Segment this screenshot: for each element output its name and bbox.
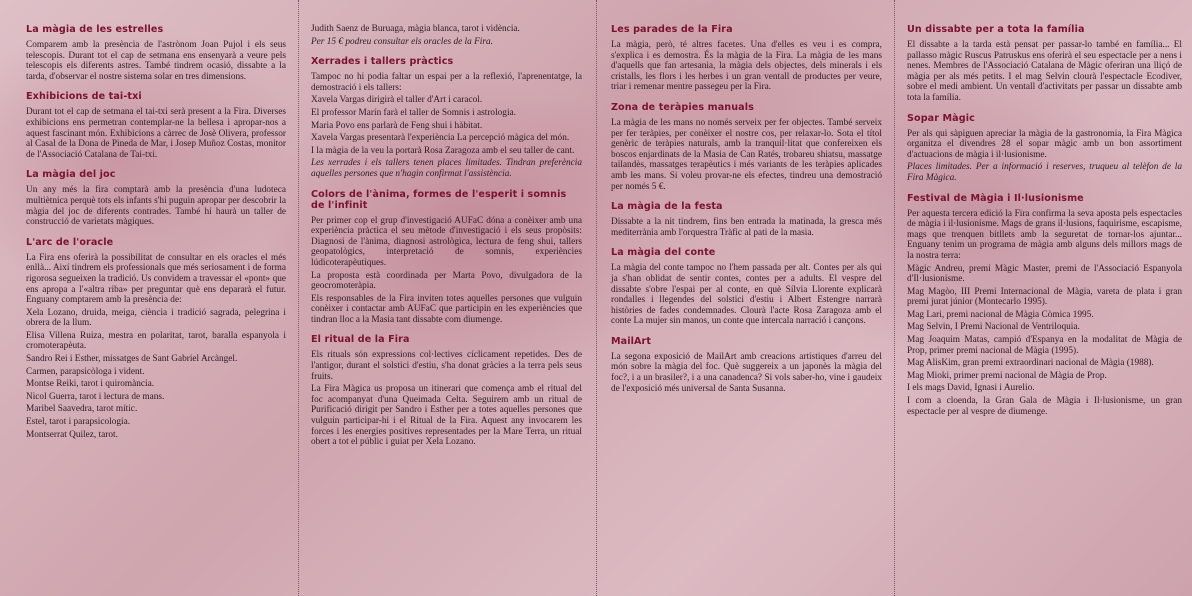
column-2	[298, 0, 596, 596]
list-item: Mag Selvin, I Premi Nacional de Ventriloquia.	[907, 322, 1080, 333]
list-item: I la màgia de la veu la portarà Rosa Zaragoza amb el seu taller de cant.	[311, 145, 575, 156]
list-item: Màgic Andreu, premi Màgic Master, premi de l'Associació Espanyola d'Il·lusionisme.	[907, 263, 1182, 285]
section-ritual	[311, 334, 582, 447]
section-tale	[611, 247, 882, 327]
section-title: Festival de Màgia i Il·lusionisme	[907, 192, 1084, 204]
list-item: I com a cloenda, la Gran Gala de Màgia i Il·lusionisme, un gran espectacle per al vespre de diumenge.	[907, 396, 1182, 417]
list-item: Sandro Rei i Esther, missatges de Sant Gabriel Arcàngel.	[26, 354, 238, 365]
paragraph: Els responsables de la Fira inviten totes aquelles persones que vulguin conèixer i contactar amb AUFaC que participin en les experiències que tindran lloc a la Masia tant dissabte com diumenge.	[311, 293, 582, 325]
section-party	[611, 201, 882, 238]
list-item: Judith Saenz de Buruaga, màgia blanca, tarot i vidència.	[311, 24, 520, 34]
section-festival	[907, 193, 1182, 418]
section-therapies	[611, 102, 882, 192]
list-item: Mag Joaquim Matas, campió d'Espanya en la modalitat de Màgia de Prop, primer premi nacional de Màgia (1995).	[907, 335, 1182, 356]
section-title: Colors de l'ànima, formes de l'esperit i somnis de l'infinit	[311, 188, 567, 211]
list-item: Xavela Vargas presentarà l'experiència La percepció màgica del món.	[311, 133, 570, 144]
section-title: Sopar Màgic	[907, 112, 975, 124]
list-item: Mag Mioki, primer premi nacional de Màgia de Prop.	[907, 370, 1107, 381]
section-talks	[311, 56, 582, 179]
paragraph: Els rituals són expressions col·lectives cíclicament repetides. Des de l'antigor, durant el solstici d'estiu, s'ha donat gràcies a la terra pels seus fruits.	[311, 350, 582, 382]
section-title: Xerrades i tallers pràctics	[311, 56, 454, 68]
list-item: Montserrat Quilez, tarot.	[26, 429, 118, 440]
section-title: MailArt	[611, 335, 652, 347]
list-item: Estel, tarot i parapsicologia.	[26, 417, 131, 428]
section-title: Exhibicions de tai-txi	[26, 91, 142, 103]
note: Les xerrades i els tallers tenen places limitades. Tindran preferència aquelles persones que n'hagin confirmat l'assistència.	[311, 158, 582, 179]
section-stars	[26, 24, 286, 82]
paragraph: La màgia del conte tampoc no l'hem passada per alt. Contes per als qui ja s'han oblidat de sentir contes, contes per a adults. El vespre del dissabte s'obre l'espai per al conte, en què Sílvia Llorente explicarà rondalles i llegendes del solstici d'estiu i Albert Estengre narrarà històries de fades condemnades. Clourà l'acte Rosa Zaragoza amb el conte La mujer sin manos, un conte que intercala narració i cançons.	[611, 263, 882, 327]
section-title: La màgia del conte	[611, 247, 716, 259]
section-title: El ritual de la Fira	[311, 334, 410, 346]
section-colors	[311, 189, 582, 326]
section-title: Un dissabte per a tota la família	[907, 24, 1085, 35]
list-item: Maribel Saavedra, tarot mític.	[26, 404, 138, 415]
section-title: La màgia del joc	[26, 169, 116, 181]
paragraph: La Fira ens oferirà la possibilitat de consultar en els oracles el més enllà... Així tindrem els professionals que més seriosament i de forma rigorosa segueixen la tradició. Us convidem a travessar el «pont» que ens apropa a l'«altra riba» per preguntar què ens depararà el futur. Enguany comptarem amb la presència de:	[26, 252, 286, 306]
list-item: Maria Povo ens parlarà de Feng shui i hàbitat.	[311, 120, 483, 131]
column-4	[894, 0, 1192, 596]
paragraph: Per als qui sàpiguen apreciar la màgia de la gastronomia, la Fira Màgica organitza el divendres 28 el sopar màgic amb un bon assortiment d'actuacions de màgia i il·lusionisme.	[907, 128, 1182, 160]
section-stalls	[611, 24, 882, 93]
paragraph: Comparem amb la presència de l'astrònom Joan Pujol i els seus telescopis. Durant tot el cap de setmana ens ensenyarà a veure pels telescopis els diferents astres. També tindrem ocasió, dissabte a la tarda, d'observar el nostre sistema solar en tres dimensions.	[26, 40, 286, 82]
paragraph: Per primer cop el grup d'investigació AUFaC dóna a conèixer amb una experiència pràctica el seu mètode d'investigació i els seus propòsits: Diagnosi de l'ànima, diagnosi astrològica, lectura de feng shui, tallers geopatològics, interpretació de somnis, experiències lúdicoterapèutiques.	[311, 215, 582, 268]
section-title: L'arc de l'oracle	[26, 236, 114, 248]
list-item: Xela Lozano, druida, meiga, ciència i tradició sagrada, pelegrina i obrera de la llum.	[26, 307, 286, 329]
column-1	[0, 0, 298, 596]
list-item: Mag AlisKim, gran premi extraordinari nacional de Màgia (1988).	[907, 358, 1154, 369]
note: Places limitades. Per a informació i reserves, truqueu al telèfon de la Fira Màgica.	[907, 162, 1182, 183]
section-mailart	[611, 336, 882, 394]
paragraph: Per aquesta tercera edició la Fira confirma la seva aposta pels espectacles de màgia i il·lusionisme. Mags de grans il·lusions, faquirisme, escapisme, mags que trenquen bitllets amb la seguretat de tornar-los ajuntar... Enguany tenim un programa de màgia amb alguns dels millors mags de la nostra terra:	[907, 208, 1182, 261]
list-item: Montse Reiki, tarot i quiromància.	[26, 379, 155, 390]
list-item: Mag Magòo, III Premi Internacional de Màgia, vareta de plata i gran premi jurat júnior (Montecarlo 1995).	[907, 286, 1182, 308]
list-item: Mag Lari, premi nacional de Màgia Còmica 1995.	[907, 309, 1094, 320]
paragraph: El dissabte a la tarda està pensat per passar-lo també en família... El pallasso màgic Ruscus Patruskus ens oferirà el seu espectacle per a nens i nenes. Membres de l'Associació Catalana de Màgic oferiran una lliçó de màgia per als més petits. I el mag Selvin clourà l'espectacle Ecodiver, sobre el medi ambient. Un ventall d'activitats per passar un dissabte amb tota la família.	[907, 40, 1182, 103]
list-item: Elisa Villena Ruiza, mestra en polaritat, tarot, baralla espanyola i cromoterapèuta.	[26, 330, 286, 352]
section-title: La màgia de la festa	[611, 201, 723, 213]
section-oracle-cont	[311, 24, 582, 47]
list-item: El professor Marín farà el taller de Somnis i astrologia.	[311, 107, 516, 118]
list-item: Nicol Guerra, tarot i lectura de mans.	[26, 391, 165, 402]
paragraph: Un any més la fira comptarà amb la presència d'una ludoteca multiètnica perquè tots els infants s'hi puguin apropar per descobrir la màgia del joc de diferents contrades. També hi haurà un taller de construcció de varietats màgiques.	[26, 185, 286, 228]
section-game	[26, 169, 286, 227]
paragraph: La Fira Màgica us proposa un itinerari que comença amb el ritual del foc acompanyat d'una Queimada Celta. Seguirem amb un ritual de Purificació dirigit per Sandro i Esther per a totes aquelles persones que vulguin participar-hi i el Ritual de la Fira. Aquest any invocarem les forces i les energies positives representades per la Mare Terra, un ritual obert a tot el públic i guiat per Xela Lozano.	[311, 384, 582, 448]
paragraph: Tampoc no hi podia faltar un espai per a la reflexió, l'aprenentatge, la demostració i els tallers:	[311, 72, 582, 93]
note: Per 15 € podreu consultar els oracles de la Fira.	[311, 36, 493, 47]
list-item: Xavela Vargas dirigirà el taller d'Art i caracol.	[311, 95, 483, 106]
section-family	[907, 24, 1182, 104]
section-oracle	[26, 237, 286, 441]
section-title: Les parades de la Fira	[611, 24, 733, 35]
section-dinner	[907, 113, 1182, 184]
paragraph: La segona exposició de MailArt amb creacions artístiques d'arreu del món sobre la màgia del foc. Què suggereix a un japonès la màgia del foc?, i a un brasiler?, i a una canadenca? Si vols saber-ho, vine i gaudeix de l'exposició més universal de Santa Susanna.	[611, 351, 882, 394]
section-taichi	[26, 91, 286, 160]
section-title: Zona de teràpies manuals	[611, 101, 754, 113]
section-title: La màgia de les estrelles	[26, 24, 164, 35]
paragraph: La màgia, però, té altres facetes. Una d'elles es veu i es compra, s'explica i es demostra. És la màgia de la Fira. La màgia de les mans d'aquells que fan artesania, la màgia dels objectes, dels minerals i els cristalls, les flors i les herbes i un gran ventall de productes per veure, triar i remenar mentre passegeu per la Fira.	[611, 40, 882, 93]
paragraph: Durant tot el cap de setmana el tai-txi serà present a la Fira. Diverses exhibicions ens permetran contemplar-ne la bellesa i apropar-nos a aquest fascinant món. Exhibicions a càrrec de Josè Olivera, professor al Casal de la Dona de Pineda de Mar, i Josep Muñoz Costas, monitor de l'Associació Catalana de Tai-txi.	[26, 107, 286, 160]
paragraph: La màgia de les mans no només serveix per fer objectes. També serveix per fer teràpies, per conèixer el nostre cos, per relaxar-lo. Sota el títol genèric de teràpies naturals, amb la tranquil·litat que confereixen els boscos enjardinats de la Masia de Can Ratés, trobareu shiatsu, massatge tailandès, massatges terapèutics i més variants de les teràpies aplicades amb les mans. Si voleu provar-ne els efectes, tindreu una demostració per només 5 €.	[611, 117, 882, 192]
paragraph: Dissabte a la nit tindrem, fins ben entrada la matinada, la gresca més mediterrània amb l'orquestra Tràfic al pati de la masia.	[611, 217, 882, 238]
list-item: Carmen, parapsicòloga i vident.	[26, 366, 145, 377]
column-3	[596, 0, 894, 596]
paragraph: La proposta està coordinada per Marta Povo, divulgadora de la geocromoteràpia.	[311, 270, 582, 292]
list-item: I els mags David, Ignasi i Aurelio.	[907, 383, 1035, 394]
